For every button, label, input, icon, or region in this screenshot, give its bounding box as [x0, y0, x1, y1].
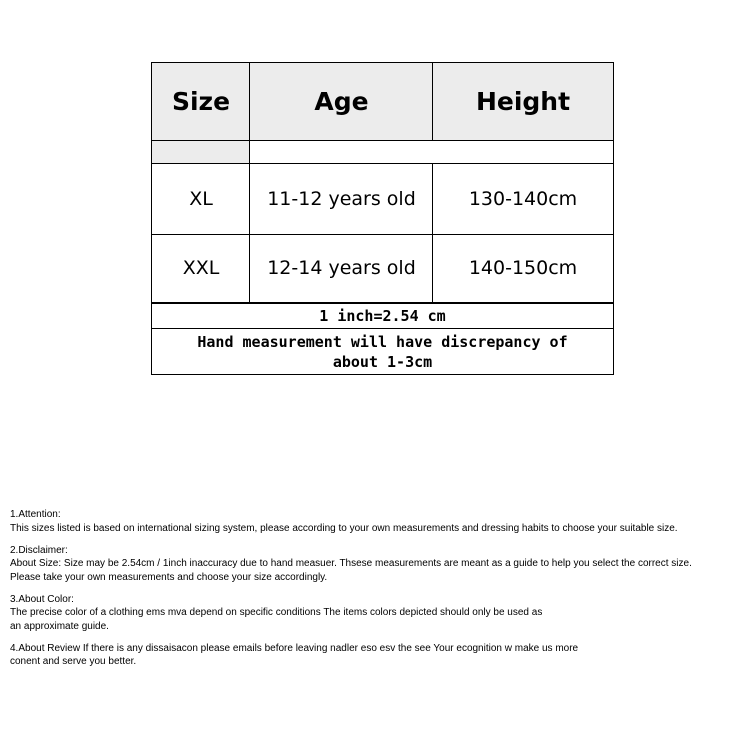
header-age: Age: [250, 63, 433, 140]
grid-line: [152, 140, 613, 141]
size-chart-table: [151, 62, 614, 375]
header-height: Height: [433, 63, 613, 140]
discrepancy-note-line1: Hand measurement will have discrepancy of: [197, 332, 568, 351]
color-title: 3.About Color:: [10, 593, 74, 605]
disclaimer-title: 2.Disclaimer:: [10, 544, 68, 556]
row-xl-age: 11-12 years old: [267, 188, 416, 210]
grid-line: [432, 63, 433, 140]
review-text: 4.About Review If there is any dissaisacon please emails before leaving nadler eso esv the see Your ecognition w make us more: [10, 642, 579, 654]
grid-line: [152, 234, 613, 235]
conversion-note: 1 inch=2.54 cm: [319, 307, 446, 325]
grid-line: [152, 163, 613, 164]
review-note: [10, 642, 745, 669]
row-xl-size: XL: [189, 188, 213, 210]
grid-line: [152, 328, 613, 329]
grid-line: [249, 63, 250, 140]
row-xxl-height: 140-150cm: [468, 257, 578, 279]
grid-line: [152, 302, 613, 304]
attention-text: This sizes listed is based on international sizing system, please according to your own measurements and dressing habits to choose your suitable size.: [10, 522, 678, 534]
color-note: [10, 593, 745, 634]
spacer-cell-shaded: [152, 140, 250, 164]
discrepancy-note-line2: about 1-3cm: [332, 352, 433, 371]
disclaimer-text: Please take your own measurements and choose your size accordingly.: [10, 571, 328, 583]
color-text: The precise color of a clothing ems mva depend on specific conditions The items colors depicted should only be used as: [10, 607, 543, 618]
attention-title: 1.Attention:: [10, 509, 61, 520]
header-size: Size: [152, 63, 250, 140]
disclaimer-note: [10, 544, 745, 585]
grid-line: [249, 164, 250, 302]
discrepancy-note: [152, 329, 613, 374]
spacer-cell: [250, 140, 613, 164]
review-text: conent and serve you better.: [10, 656, 137, 667]
row-xxl-age: 12-14 years old: [267, 257, 416, 279]
grid-line: [432, 164, 433, 302]
color-text: an approximate guide.: [10, 620, 109, 632]
row-xl-height: 130-140cm: [468, 188, 578, 210]
disclaimer-text: About Size: Size may be 2.54cm / 1inch inaccuracy due to hand measuer. Thsese measurements are meant as a guide to help you select the correct size.: [10, 558, 692, 569]
grid-line: [249, 140, 250, 164]
row-xxl-size: XXL: [182, 257, 220, 279]
size-notes: [10, 508, 745, 677]
attention-note: [10, 508, 745, 535]
